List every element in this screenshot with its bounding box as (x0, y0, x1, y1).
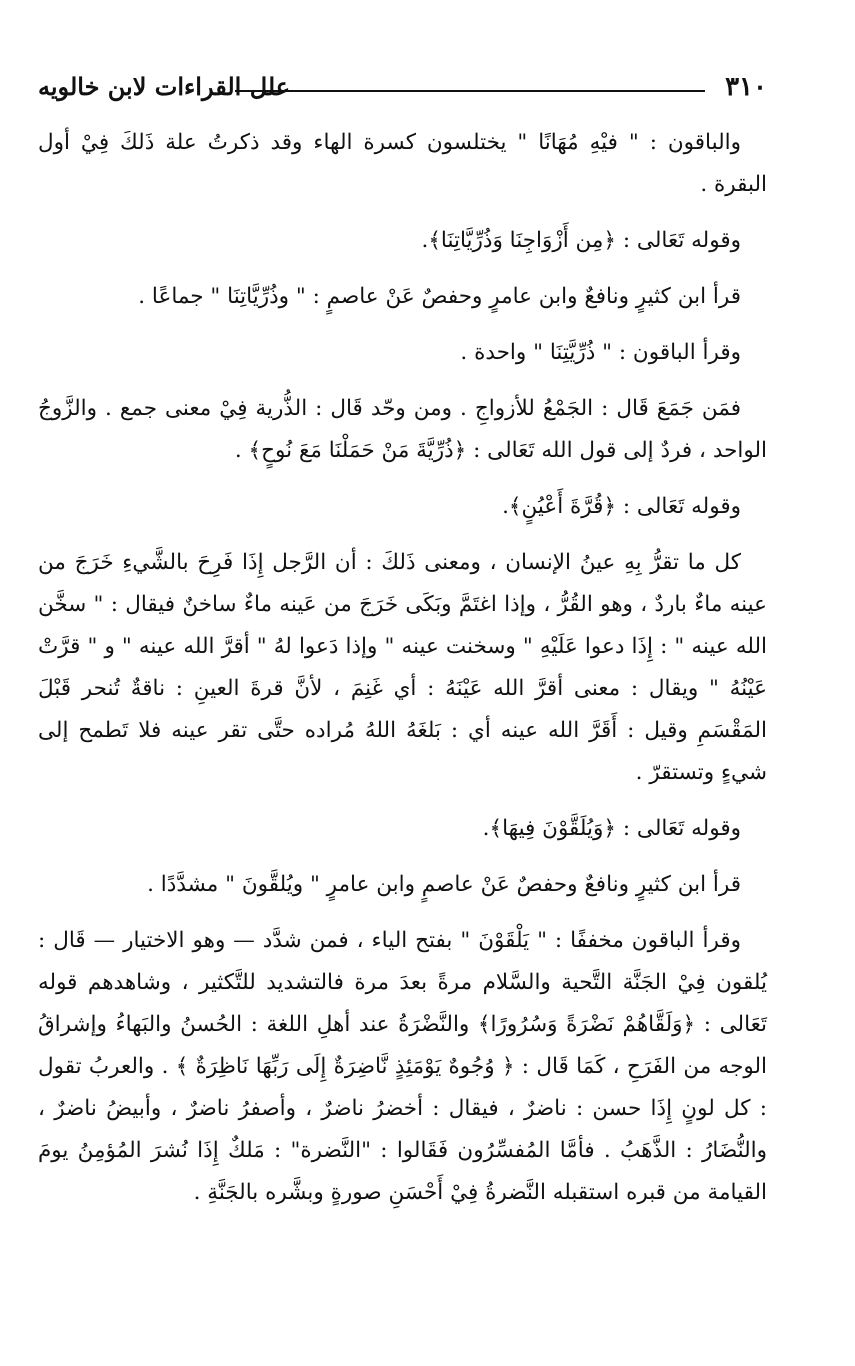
paragraph: وقوله تَعَالى : ﴿مِن أَزْوَاجِنَا وَذُرِّيَّاتِنَا﴾. (421, 228, 741, 253)
page-header (38, 70, 767, 110)
paragraph: والباقون : " فيْهِ مُهَانًا " يختلسون كسرة الهاء وقد ذكرتُ علة ذَلكَ فِيْ أول البقرة . (38, 130, 767, 197)
paragraph: وقوله تَعَالى : ﴿وَيُلَقَّوْنَ فِيهَا﴾. (482, 816, 741, 841)
paragraph: قرأ ابن كثيرٍ ونافعٌ وحفصٌ عَنْ عاصمٍ وابن عامرٍ " ويُلقَّونَ " مشدَّدًا . (147, 872, 741, 897)
paragraph: فمَن جَمَعَ قَال : الجَمْعُ للأزواجِ . ومن وحّد قَال : الذُّرية فِيْ معنى جمع . والزَّوجُ الواحد ، فردٌ إلى قول الله تَعَالى : ﴿ذُرِّيَّةَ مَنْ حَمَلْنَا مَعَ نُوحٍ﴾ . (38, 396, 767, 463)
paragraph: كل ما تقرُّ بِهِ عينُ الإنسان ، ومعنى ذَلكَ : أن الرَّجل إِذَا فَرِحَ بالشَّيءِ خَرَجَ من عينه ماءٌ باردٌ ، وهو القُرُّ ، وإذا اغتَمَّ وبَكَى خَرَجَ من عَينه ماءٌ ساخنٌ فيقال : " سخَّن الله عينه " : إِذَا دعوا عَلَيْهِ " وسخنت عينه " وإذا دَعوا لهُ " أقرَّ الله عينه " و " قرَّتْ عَيْنُهُ " ويقال : معنى أقرَّ الله عَيْنَهُ : أي غَنِمَ ، لأنَّ قرةَ العينِ : ناقةٌ تُنحر قَبْلَ المَقْسَمِ وقيل : أَقَرَّ الله عينه أي : بَلغَهُ اللهُ مُراده حتَّى تقر عينه فلا تَطمح إلى شيءٍ وتستقرّ . (38, 550, 767, 785)
running-title: علل القراءات لابن خالويه (38, 72, 291, 101)
paragraph: وقرأ الباقون : " ذُرِّيَّتِنَا " واحدة . (460, 340, 741, 365)
header-rule (235, 90, 705, 92)
paragraph: وقوله تَعَالى : ﴿قُرَّةَ أَعْيُنٍ﴾. (502, 494, 741, 519)
paragraph: وقرأ الباقون مخففًا : " يَلْقَوْنَ " بفتح الياء ، فمن شدَّد — وهو الاختيار — قَال : يُلقون فِيْ الجَنَّة التَّحية والسَّلام مرةً بعدَ مرة فالتشديد للتَّكثير ، وشاهدهم قوله تَعَالى : ﴿وَلَقَّاهُمْ نَضْرَةً وَسُرُورًا﴾ والنَّضْرَةُ عند أهلِ اللغة : الحُسنُ والبَهاءُ وإشراقُ الوجه من الفَرَحِ ، كَمَا قَال : ﴿ وُجُوهٌ يَوْمَئِذٍ نَّاضِرَةٌ إِلَى رَبِّهَا نَاظِرَةٌ ﴾ . والعربُ تقول : كل لونٍ إِذَا حسن : ناضرٌ ، فيقال : أخضرُ ناضرٌ ، وأصفرُ ناضرٌ ، وأبيضُ ناضرٌ ، والنُّضَارُ : الذَّهَبُ . فأمَّا المُفسِّرُون فَقَالوا : "النَّضرة" : مَلكٌ إِذَا نُشرَ المُؤمِنُ يومَ القيامة من قبره استقبله النَّضرةُ فِيْ أَحْسَنِ صورةٍ وبشَّره بالجَنَّةِ . (38, 928, 767, 1205)
page-number: ٣١٠ (725, 72, 767, 102)
paragraph: قرأ ابن كثيرٍ ونافعٌ وابن عامرٍ وحفصٌ عَنْ عاصمٍ : " وذُرِّيَّاتِنَا " جماعًا . (138, 284, 741, 309)
page-body (38, 122, 767, 1214)
